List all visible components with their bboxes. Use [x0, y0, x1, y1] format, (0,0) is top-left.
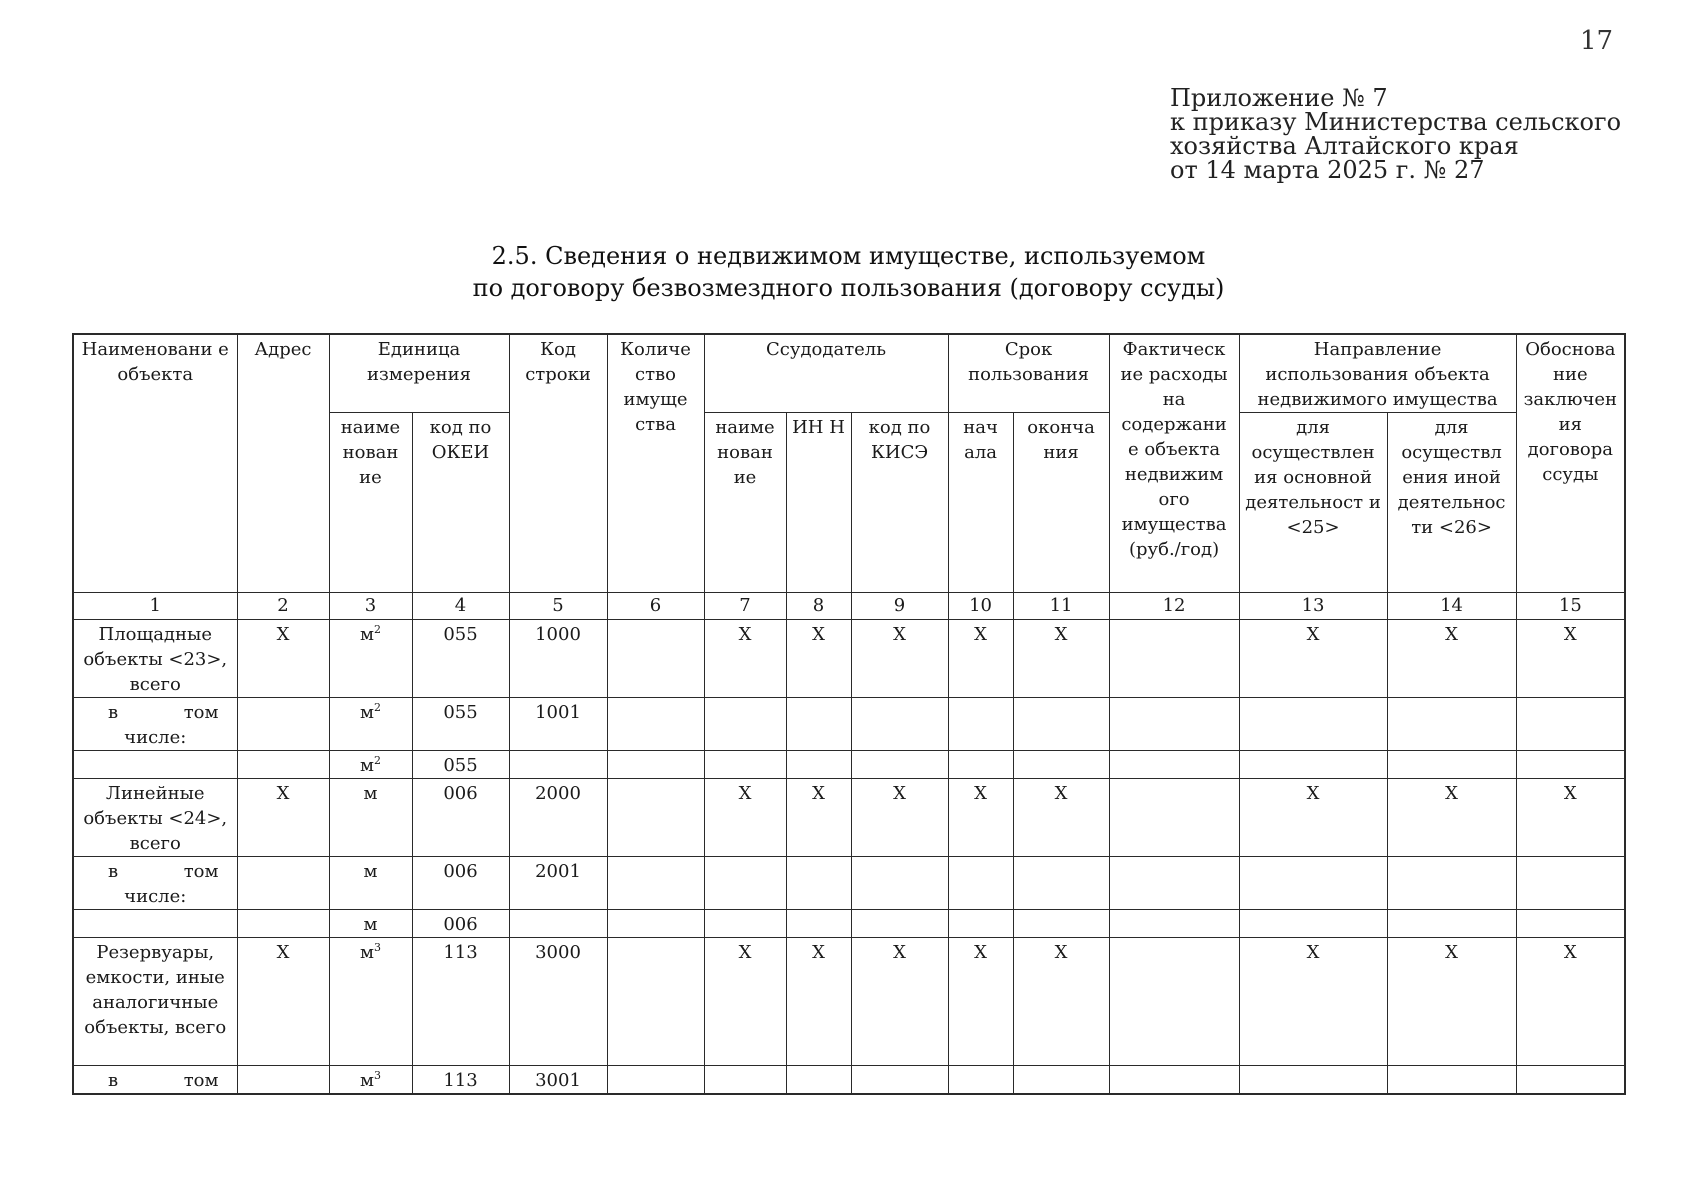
row-name: Линейные объекты <24>, всего	[73, 779, 237, 857]
row-lender-inn: X	[786, 938, 851, 1066]
row-unit: м	[329, 857, 412, 910]
table-row	[73, 938, 1625, 1066]
column-number: 2	[237, 593, 329, 620]
table-row	[73, 620, 1625, 698]
table-row	[73, 698, 1625, 751]
row-code: 3000	[509, 938, 607, 1066]
row-lender-kise: X	[851, 620, 948, 698]
row-term-end: X	[1013, 620, 1109, 698]
row-address: X	[237, 620, 329, 698]
header-unit-okei: код по ОКЕИ	[412, 413, 509, 593]
row-lender-name: X	[704, 620, 786, 698]
row-okei: 113	[412, 1066, 509, 1095]
row-code: 2000	[509, 779, 607, 857]
row-address	[237, 698, 329, 751]
header-term-start: нач ала	[948, 413, 1013, 593]
row-address: X	[237, 938, 329, 1066]
row-quantity	[607, 938, 704, 1066]
row-direction-other: X	[1387, 938, 1516, 1066]
header-lender-name: наиме нован ие	[704, 413, 786, 593]
header-unit: Единица измерения	[329, 334, 509, 413]
row-name: в том числе:	[73, 698, 237, 751]
column-number: 4	[412, 593, 509, 620]
row-term-start: X	[948, 620, 1013, 698]
row-unit: м	[329, 910, 412, 938]
column-number: 5	[509, 593, 607, 620]
header-direction: Направление использования объекта недвижимого имущества	[1239, 334, 1516, 413]
row-okei: 006	[412, 779, 509, 857]
row-term-start: X	[948, 779, 1013, 857]
header-name: Наименовани е объекта	[73, 334, 237, 593]
row-name: Резервуары, емкости, иные аналогичные объекты, всего	[73, 938, 237, 1066]
column-number: 6	[607, 593, 704, 620]
appendix-header	[1170, 86, 1621, 182]
row-lender-inn: X	[786, 620, 851, 698]
row-okei: 055	[412, 698, 509, 751]
row-lender-inn: X	[786, 779, 851, 857]
appendix-line-1: Приложение № 7	[1170, 84, 1388, 112]
row-unit: $м^3$	[329, 938, 412, 1066]
column-number: 13	[1239, 593, 1387, 620]
row-unit: $м^2$	[329, 620, 412, 698]
header-direction-main: для осуществлен ия основной деятельност и <25>	[1239, 413, 1387, 593]
row-name: в том	[73, 1066, 237, 1095]
row-term-end: X	[1013, 779, 1109, 857]
row-okei: 006	[412, 910, 509, 938]
header-lender-kise: код по КИСЭ	[851, 413, 948, 593]
row-lender-name: X	[704, 779, 786, 857]
section-title-line-1: 2.5. Сведения о недвижимом имуществе, используемом	[491, 242, 1206, 270]
row-direction-other: X	[1387, 620, 1516, 698]
row-expenses	[1109, 779, 1239, 857]
row-direction-main: X	[1239, 620, 1387, 698]
appendix-line-3: хозяйства Алтайского края	[1170, 132, 1519, 160]
row-code: 2001	[509, 857, 607, 910]
row-direction-other: X	[1387, 779, 1516, 857]
row-lender-kise: X	[851, 938, 948, 1066]
header-quantity: Количе ство имуще ства	[607, 334, 704, 593]
row-justification: X	[1516, 938, 1625, 1066]
column-number: 9	[851, 593, 948, 620]
row-term-start: X	[948, 938, 1013, 1066]
header-term: Срок пользования	[948, 334, 1109, 413]
appendix-line-2: к приказу Министерства сельского	[1170, 108, 1622, 136]
column-number: 11	[1013, 593, 1109, 620]
row-unit: $м^3$	[329, 1066, 412, 1095]
row-code: 1001	[509, 698, 607, 751]
row-expenses	[1109, 938, 1239, 1066]
header-address: Адрес	[237, 334, 329, 593]
column-number: 1	[73, 593, 237, 620]
row-okei: 055	[412, 751, 509, 779]
column-number: 14	[1387, 593, 1516, 620]
header-row-1	[73, 334, 1625, 413]
row-lender-name: X	[704, 938, 786, 1066]
row-lender-kise: X	[851, 779, 948, 857]
column-number: 7	[704, 593, 786, 620]
row-code: 3001	[509, 1066, 607, 1095]
row-justification: X	[1516, 620, 1625, 698]
row-code: 1000	[509, 620, 607, 698]
row-address: X	[237, 779, 329, 857]
row-unit: м	[329, 779, 412, 857]
row-direction-main: X	[1239, 779, 1387, 857]
page-number: 17	[1580, 26, 1614, 56]
table-row	[73, 910, 1625, 938]
table-row	[73, 751, 1625, 779]
header-lender-inn: ИН Н	[786, 413, 851, 593]
table-row	[73, 857, 1625, 910]
section-title-line-2: по договору безвозмездного пользования (договору ссуды)	[472, 274, 1225, 302]
column-number: 15	[1516, 593, 1625, 620]
row-quantity	[607, 620, 704, 698]
row-direction-main: X	[1239, 938, 1387, 1066]
column-number-row	[73, 593, 1625, 620]
row-term-end: X	[1013, 938, 1109, 1066]
row-name: в том числе:	[73, 857, 237, 910]
row-okei: 006	[412, 857, 509, 910]
header-direction-other: для осуществл ения иной деятельнос ти <26>	[1387, 413, 1516, 593]
table-row	[73, 779, 1625, 857]
column-number: 8	[786, 593, 851, 620]
row-expenses	[1109, 620, 1239, 698]
header-unit-name: наиме нован ие	[329, 413, 412, 593]
header-line-code: Код строки	[509, 334, 607, 593]
header-term-end: оконча ния	[1013, 413, 1109, 593]
table-row	[73, 1066, 1625, 1095]
row-okei: 055	[412, 620, 509, 698]
appendix-line-4: от 14 марта 2025 г. № 27	[1170, 156, 1485, 184]
row-okei: 113	[412, 938, 509, 1066]
row-justification: X	[1516, 779, 1625, 857]
column-number: 3	[329, 593, 412, 620]
column-number: 10	[948, 593, 1013, 620]
row-unit: $м^2$	[329, 698, 412, 751]
row-name: Площадные объекты <23>, всего	[73, 620, 237, 698]
header-expenses: Фактическ ие расходы на содержани е объекта недвижим ого имущества (руб./год)	[1109, 334, 1239, 593]
header-justification: Обоснова ние заключен ия договора ссуды	[1516, 334, 1625, 593]
column-number: 12	[1109, 593, 1239, 620]
header-lender: Ссудодатель	[704, 334, 948, 413]
property-table	[72, 333, 1626, 1095]
row-quantity	[607, 779, 704, 857]
row-unit: $м^2$	[329, 751, 412, 779]
section-title	[0, 240, 1697, 304]
